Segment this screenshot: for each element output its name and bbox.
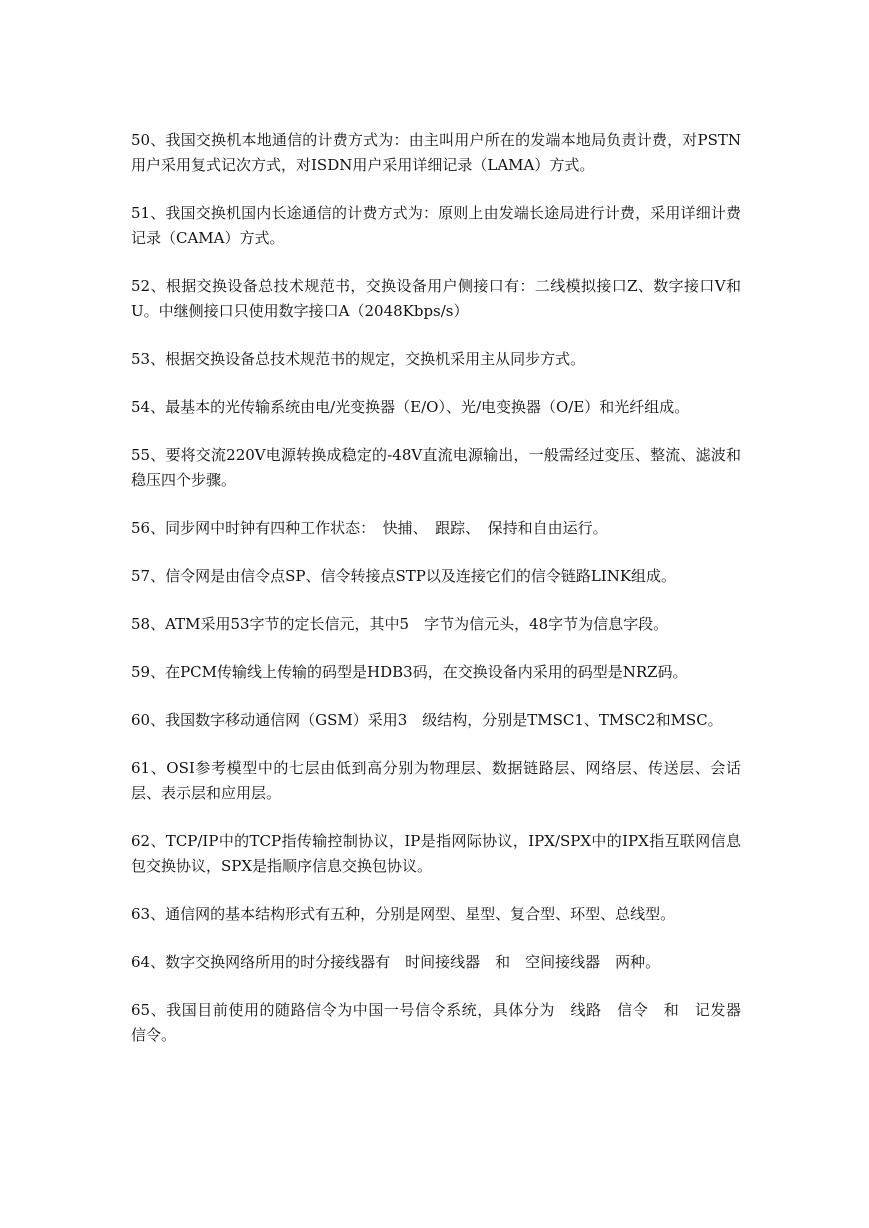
paragraph-55: 55、要将交流220V电源转换成稳定的-48V直流电源输出，一般需经过变压、整流、滤波和稳压四个步骤。 <box>131 446 741 489</box>
paragraph-54: 54、最基本的光传输系统由电/光变换器（E/O）、光/电变换器（O/E）和光纤组成。 <box>131 398 690 416</box>
paragraph-60: 60、我国数字移动通信网（GSM）采用3 级结构，分别是TMSC1、TMSC2和MSC。 <box>131 711 723 729</box>
paragraph-51: 51、我国交换机国内长途通信的计费方式为：原则上由发端长途局进行计费，采用详细计费记录（CAMA）方式。 <box>131 204 741 247</box>
paragraph-63: 63、通信网的基本结构形式有五种，分别是网型、星型、复合型、环型、总线型。 <box>131 905 676 923</box>
paragraph-57: 57、信令网是由信令点SP、信令转接点STP以及连接它们的信令链路LINK组成。 <box>131 567 677 585</box>
paragraph-65: 65、我国目前使用的随路信令为中国一号信令系统，具体分为 线路 信令 和 记发器 信令。 <box>131 1001 757 1044</box>
document-body <box>131 128 757 1071</box>
paragraph-62: 62、TCP/IP中的TCP指传输控制协议，IP是指网际协议，IPX/SPX中的IPX指互联网信息包交换协议，SPX是指顺序信息交换包协议。 <box>131 832 741 875</box>
paragraph-61: 61、OSI参考模型中的七层由低到高分别为物理层、数据链路层、网络层、传送层、会话层、表示层和应用层。 <box>131 759 741 802</box>
paragraph-64: 64、数字交换网络所用的时分接线器有 时间接线器 和 空间接线器 两种。 <box>131 953 661 971</box>
paragraph-50: 50、我国交换机本地通信的计费方式为：由主叫用户所在的发端本地局负责计费，对PSTN用户采用复式记次方式，对ISDN用户采用详细记录（LAMA）方式。 <box>131 131 741 174</box>
paragraph-52: 52、根据交换设备总技术规范书，交换设备用户侧接口有：二线模拟接口Z、数字接口V和U。中继侧接口只使用数字接口A（2048Kbps/s） <box>131 277 741 320</box>
paragraph-56: 56、同步网中时钟有四种工作状态： 快捕、 跟踪、 保持和自由运行。 <box>131 519 608 537</box>
paragraph-58: 58、ATM采用53字节的定长信元，其中5 字节为信元头，48字节为信息字段。 <box>131 615 669 633</box>
paragraph-59: 59、在PCM传输线上传输的码型是HDB3码，在交换设备内采用的码型是NRZ码。 <box>131 663 688 681</box>
paragraph-53: 53、根据交换设备总技术规范书的规定，交换机采用主从同步方式。 <box>131 350 586 368</box>
